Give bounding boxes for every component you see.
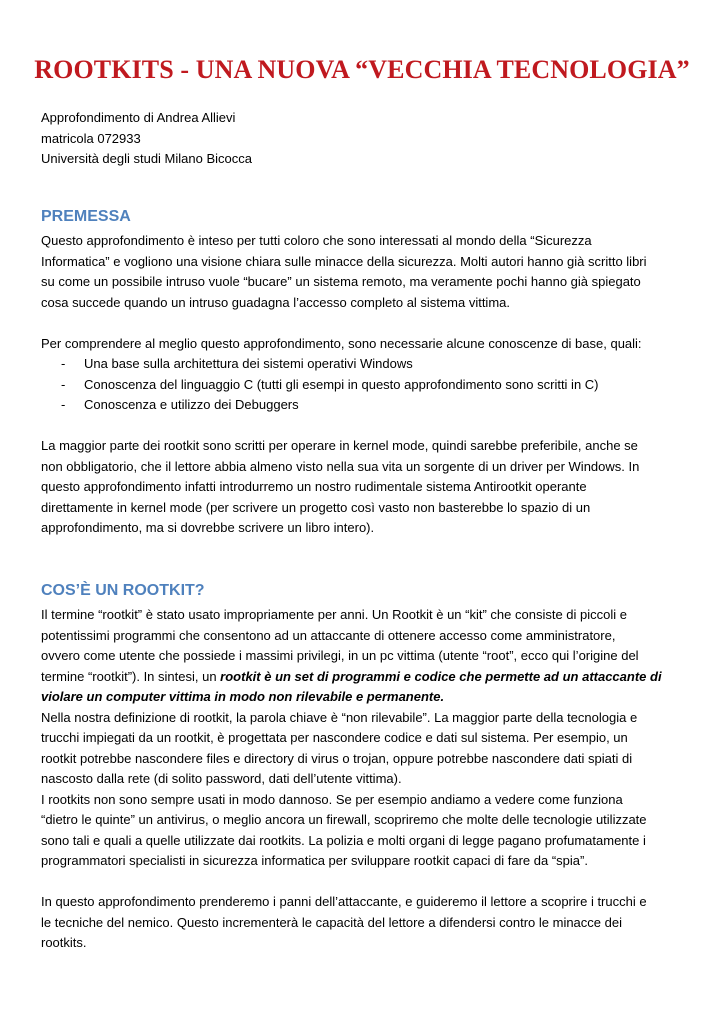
text-line: La maggior parte dei rootkit sono scritti per operare in kernel mode, quindi sarebbe preferibile, anche se	[41, 438, 638, 453]
cose-paragraph-3	[41, 790, 681, 872]
text-line: Per comprendere al meglio questo approfondimento, sono necessarie alcune conoscenze di base, quali:	[41, 335, 642, 351]
list-item: - Conoscenza e utilizzo dei Debuggers	[41, 395, 681, 416]
text-line: sono tali e quali a quelle utilizzate dai rootkits. La polizia e molti organi di legge pagano profumatamente i	[41, 832, 646, 848]
text-line: rootkits.	[41, 935, 87, 950]
text-line: approfondimento, ma si dovrebbe scrivere un libro intero).	[41, 520, 375, 535]
document-title: ROOTKITS - UNA NUOVA “VECCHIA TECNOLOGIA”	[34, 55, 690, 84]
list-item: - Conoscenza del linguaggio C (tutti gli esempi in questo approfondimento sono scritti in C)	[41, 375, 681, 396]
student-id: matricola 072933	[41, 130, 141, 146]
section-heading-premessa: PREMESSA	[41, 208, 131, 225]
premessa-paragraph-2-intro	[41, 334, 681, 355]
text-line: non obbligatorio, che il lettore abbia almeno visto nella sua vita un sorgente di un driver per Windows. In	[41, 458, 640, 474]
bullet-dash: -	[61, 376, 66, 392]
text-line: rootkit potrebbe nascondere files e directory di virus o trojan, oppure potrebbe nascondere dati spiati di	[41, 750, 633, 766]
author-block	[41, 108, 252, 170]
text-line: Il termine “rootkit” è stato usato impropriamente per anni. Un Rootkit è un “kit” che consiste di piccoli e	[41, 607, 627, 622]
text-line: Questo approfondimento è inteso per tutti coloro che sono interessati al mondo della “Sicurezza	[41, 233, 592, 248]
text-line: trucchi impiegati da un rootkit, è progettata per nascondere codice e dati sul sistema. Per esempio, un	[41, 730, 628, 745]
section-cose-un-rootkit	[41, 580, 681, 954]
text-line: cosa succede quando un intruso guadagna l’accesso completo al sistema vittima.	[41, 294, 510, 310]
author-name: Approfondimento di Andrea Allievi	[41, 110, 236, 125]
text-line: su come un possibile intruso vuole “bucare” un sistema remoto, ma veramente pochi hanno già spiegato	[41, 274, 641, 289]
cose-paragraph-1	[41, 605, 681, 708]
text-line: In questo approfondimento prenderemo i panni dell’attaccante, e guideremo il lettore a scoprire i trucchi e	[41, 894, 647, 909]
cose-paragraph-2	[41, 708, 681, 790]
text-line: termine “rootkit”). In sintesi, un rootkit è un set di programmi e codice che permette ad un attaccante di	[41, 668, 662, 684]
text-line: Nella nostra definizione di rootkit, la parola chiave è “non rilevabile”. La maggior parte della tecnologia e	[41, 709, 638, 725]
text-line: potentissimi programmi che consentono ad un attaccante di ottenere accesso come amministratore,	[41, 627, 616, 643]
list-item: - Una base sulla architettura dei sistemi operativi Windows	[41, 354, 681, 375]
rootkit-definition-emphasis: rootkit è un set di programmi e codice che permette ad un attaccante di	[220, 668, 662, 684]
cose-paragraph-4	[41, 892, 681, 954]
text-line: direttamente in kernel mode (per scrivere un progetto così vasto non basterebbe lo spazio di un	[41, 499, 591, 515]
premessa-paragraph-3	[41, 436, 681, 539]
text-line: programmatori specialisti in sicurezza informatica per sviluppare rootkit capaci di fare da “spia”.	[41, 853, 588, 868]
section-heading-cose-un-rootkit: COS’È UN ROOTKIT?	[41, 582, 205, 599]
text-line: I rootkits non sono sempre usati in modo dannoso. Se per esempio andiamo a vedere come funziona	[41, 791, 623, 807]
text-line: Informatica” e vogliono una visione chiara sulle minacce della sicurezza. Molti autori hanno già scritto libri	[41, 253, 647, 269]
rootkit-definition-emphasis: violare un computer vittima in modo non rilevabile e permanente.	[41, 689, 445, 704]
text-line: ovvero come utente che possiede i massimi privilegi, in un pc vittima (utente “root”, ecco qui l’origine del	[41, 648, 639, 663]
premessa-paragraph-1	[41, 231, 681, 313]
bullet-dash: -	[61, 397, 66, 412]
text-line: le tecniche del nemico. Questo incrementerà le capacità del lettore a difendersi contro le minacce dei	[41, 914, 622, 930]
university-name: Università degli studi Milano Bicocca	[41, 151, 252, 166]
text-line: questo approfondimento infatti introdurremo un nostro rudimentale sistema Antirootkit operante	[41, 479, 587, 494]
text-line: “dietro le quinte” un antivirus, o meglio ancora un firewall, scopriremo che molte delle tecnologie utilizzate	[41, 812, 647, 827]
bullet-dash: -	[61, 356, 66, 371]
text-line: nascosto dalla rete (di solito password, dati dell’utente vittima).	[41, 771, 402, 786]
section-premessa	[41, 206, 681, 539]
prerequisites-list	[41, 354, 681, 416]
